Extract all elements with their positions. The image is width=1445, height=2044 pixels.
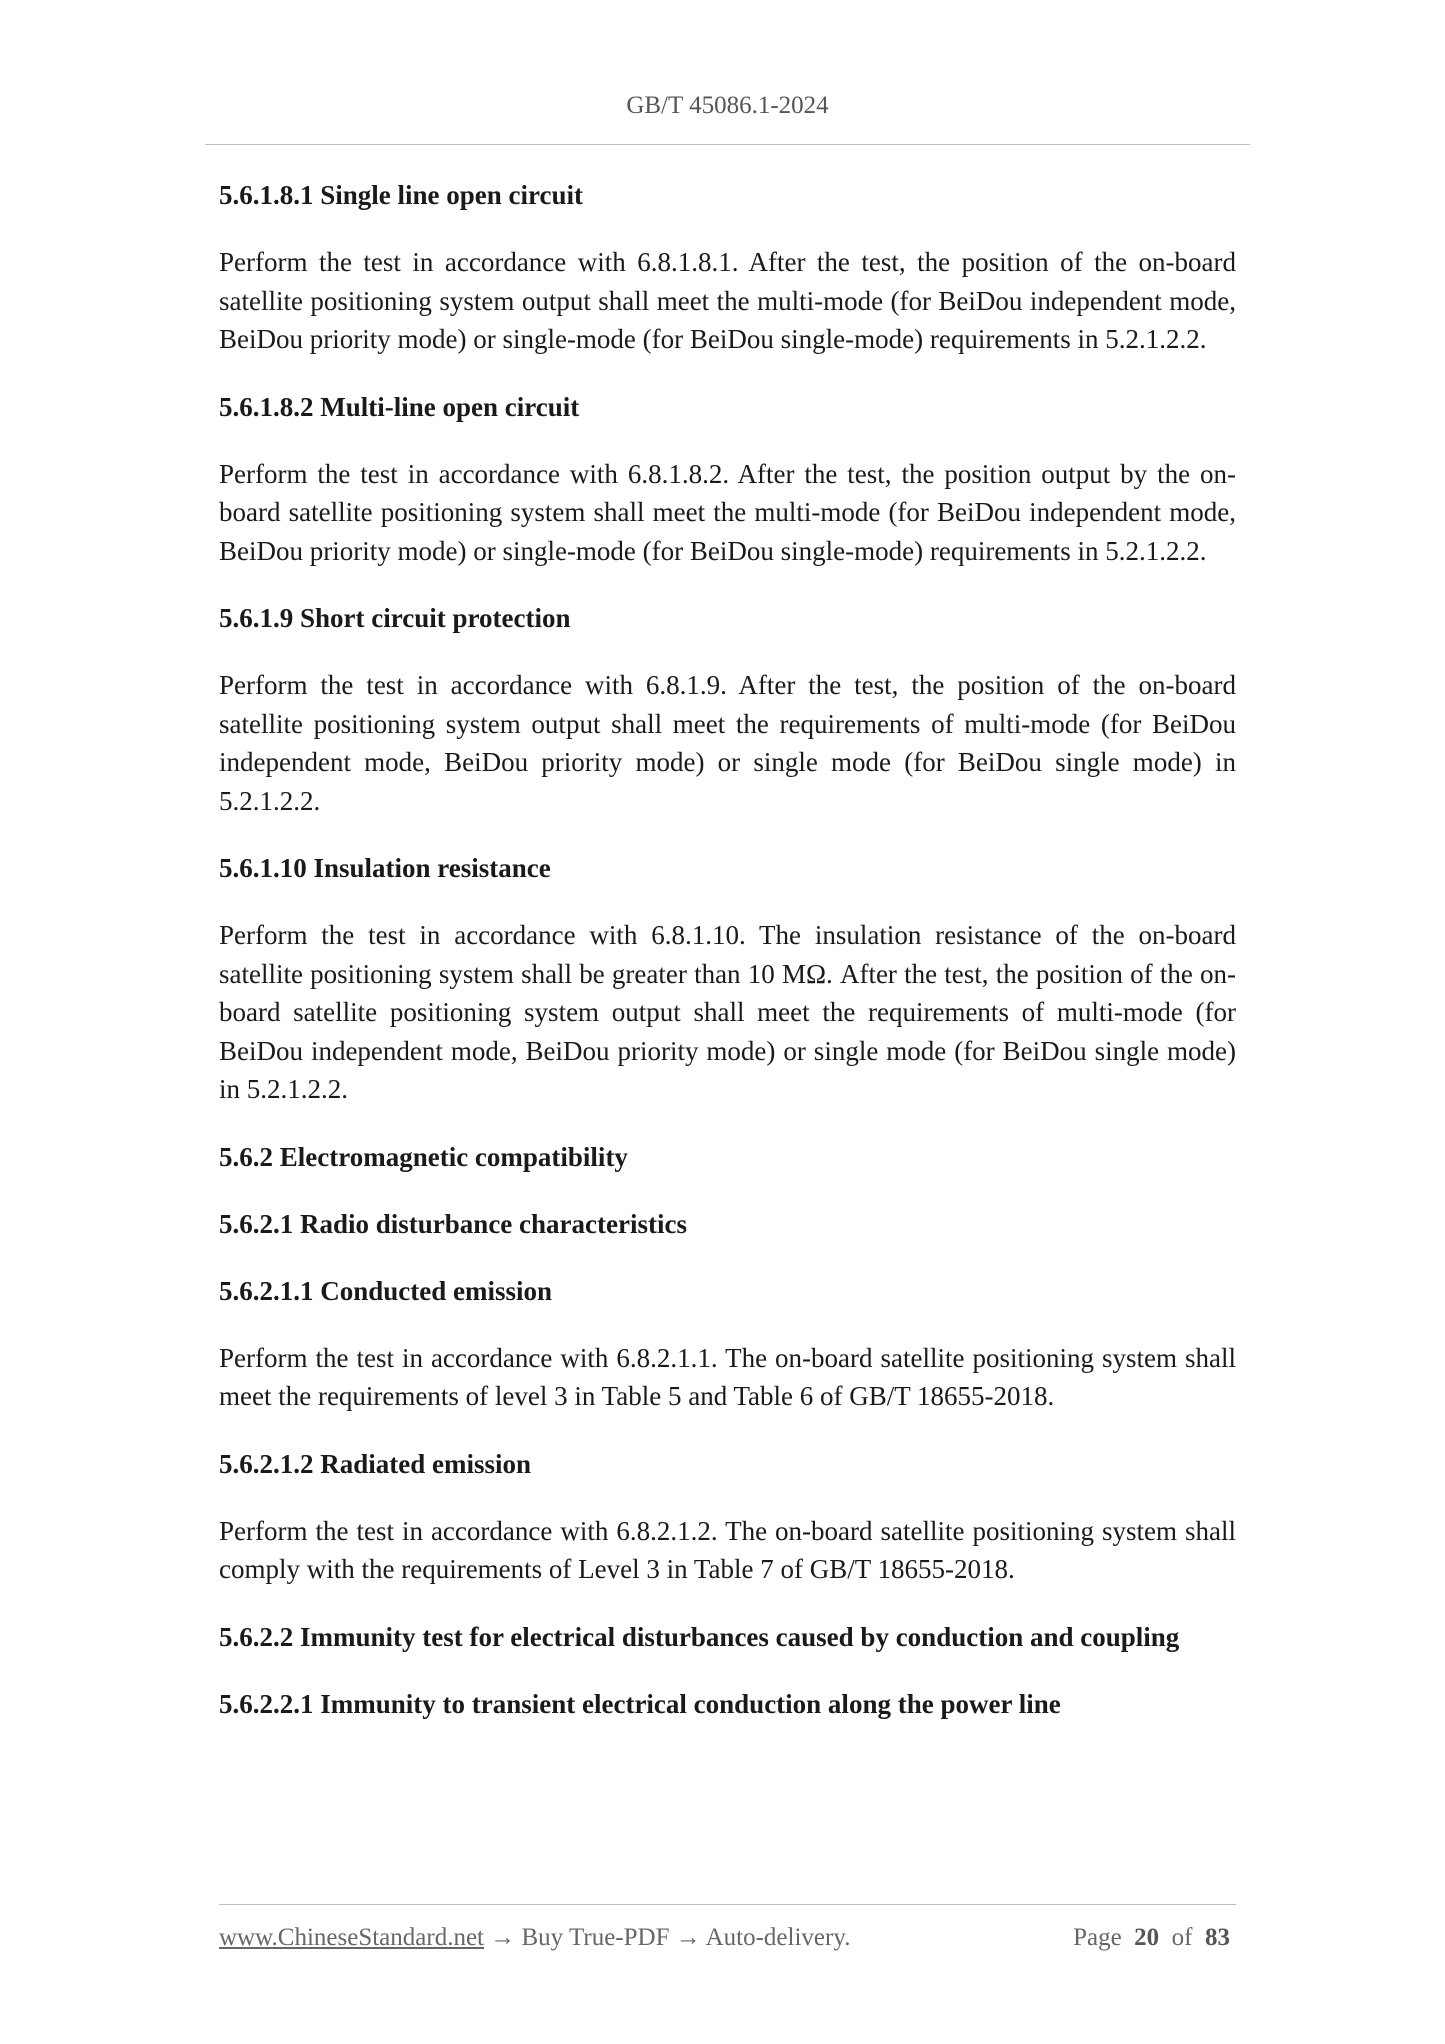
section-heading: 5.6.2.1.2 Radiated emission [219, 1448, 532, 1479]
footer-promo [219, 1924, 850, 1952]
section-heading: 5.6.1.8.1 Single line open circuit [219, 180, 584, 210]
section-heading: 5.6.1.10 Insulation resistance [219, 853, 551, 883]
section-paragraph: Perform the test in accordance with 6.8.1.8.1. After the test, the position of the on-board satellite positioning system output shall meet the multi-mode (for BeiDou independent mode, BeiDou priority mode) or single-mode (for BeiDou single-mode) requirements in 5.2.1.2.2. [219, 247, 1236, 354]
page-indicator [1073, 1924, 1230, 1952]
buy-true-pdf-text: Buy True-PDF [521, 1924, 670, 1951]
section-heading: 5.6.2.2 Immunity test for electrical disturbances caused by conduction and coupling [219, 1621, 1180, 1652]
document-body [219, 176, 1236, 1752]
page-number: 20 [1134, 1924, 1160, 1951]
page-total: 83 [1205, 1924, 1230, 1951]
auto-delivery-text: Auto-delivery. [705, 1924, 851, 1951]
section-heading: 5.6.2.1 Radio disturbance characteristics [219, 1208, 687, 1239]
section-heading: 5.6.1.8.2 Multi-line open circuit [219, 391, 580, 422]
page-label: Page [1073, 1924, 1122, 1951]
section-heading: 5.6.2.1.1 Conducted emission [219, 1275, 553, 1306]
section-paragraph: Perform the test in accordance with 6.8.1.8.2. After the test, the position output by the on-board satellite positioning system shall meet the multi-mode (for BeiDou independent mode, BeiDou priority mode) or single-mode (for BeiDou single-mode) requirements in 5.2.1.2.2. [219, 458, 1236, 566]
section-paragraph: Perform the test in accordance with 6.8.1.10. The insulation resistance of the on-board satellite positioning system shall be greater than 10 MΩ. After the test, the position of the on-board satellite positioning system output shall meet the requirements of multi-mode (for BeiDou independent mode, BeiDou priority mode) or single mode (for BeiDou single mode) in 5.2.1.2.2. [219, 920, 1236, 1104]
section-paragraph: Perform the test in accordance with 6.8.2.1.1. The on-board satellite positioning system shall meet the requirements of level 3 in Table 5 and Table 6 of GB/T 18655-2018. [219, 1342, 1236, 1411]
document-header-title: GB/T 45086.1-2024 [626, 92, 829, 119]
section-heading: 5.6.2.2.1 Immunity to transient electrical conduction along the power line [219, 1688, 1061, 1719]
section-heading: 5.6.1.9 Short circuit protection [219, 603, 571, 633]
footer-divider [219, 1904, 1236, 1905]
website-link[interactable]: www.ChineseStandard.net [219, 1924, 484, 1951]
header-divider [205, 144, 1250, 145]
arrow-right-icon: → [675, 1924, 701, 1951]
section-heading: 5.6.2 Electromagnetic compatibility [219, 1141, 628, 1172]
arrow-right-icon: → [490, 1924, 516, 1951]
section-paragraph: Perform the test in accordance with 6.8.1.9. After the test, the position of the on-board satellite positioning system output shall meet the requirements of multi-mode (for BeiDou independent mode, BeiDou priority mode) or single mode (for BeiDou single mode) in 5.2.1.2.2. [219, 670, 1236, 816]
of-label: of [1171, 1924, 1193, 1951]
section-paragraph: Perform the test in accordance with 6.8.2.1.2. The on-board satellite positioning system shall comply with the requirements of Level 3 in Table 7 of GB/T 18655-2018. [219, 1515, 1236, 1584]
